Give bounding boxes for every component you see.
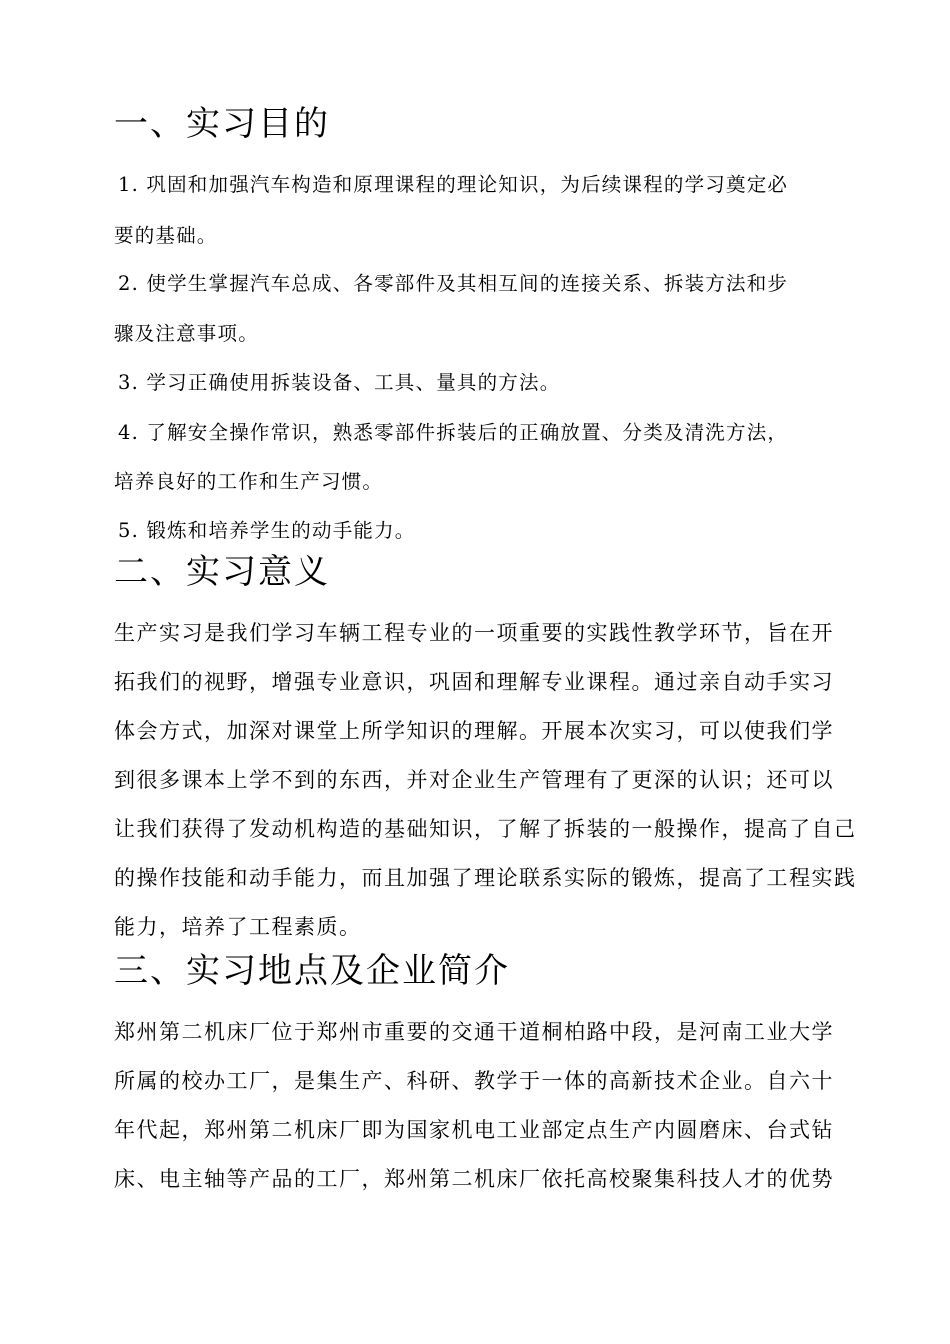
list-item-4-line1: 4. 了解安全操作常识，熟悉零部件拆装后的正确放置、分类及清洗方法， xyxy=(118,421,789,444)
list-item-1-line1: 1. 巩固和加强汽车构造和原理课程的理论知识，为后续课程的学习奠定必 xyxy=(118,173,789,196)
section2-line-4: 到很多课本上学不到的东西，并对企业生产管理有了更深的认识；还可以 xyxy=(114,768,834,792)
list-item-5-line1: 5. 锻炼和培养学生的动手能力。 xyxy=(118,519,416,542)
section2-line-7: 能力，培养了工程素质。 xyxy=(114,915,362,939)
section3-line-1: 郑州第二机床厂位于郑州市重要的交通干道桐柏路中段，是河南工业大学 xyxy=(114,1020,834,1044)
section2-line-6: 的操作技能和动手能力，而且加强了理论联系实际的锻炼，提高了工程实践 xyxy=(114,866,857,890)
section3-line-2: 所属的校办工厂，是集生产、科研、教学于一体的高新技术企业。自六十 xyxy=(114,1069,834,1093)
section2-line-1: 生产实习是我们学习车辆工程专业的一项重要的实践性教学环节，旨在开 xyxy=(114,621,834,645)
list-item-1-line2: 要的基础。 xyxy=(114,224,218,247)
list-item-2-line1: 2. 使学生掌握汽车总成、各零部件及其相互间的连接关系、拆装方法和步 xyxy=(118,272,789,295)
section2-heading: 二、实习意义 xyxy=(114,552,330,592)
section3-heading: 三、实习地点及企业简介 xyxy=(114,951,510,991)
section2-line-3: 体会方式，加深对课堂上所学知识的理解。开展本次实习，可以使我们学 xyxy=(114,719,834,743)
list-item-3-line1: 3. 学习正确使用拆装设备、工具、量具的方法。 xyxy=(118,371,561,394)
list-item-2-line2: 骤及注意事项。 xyxy=(114,322,259,345)
section3-line-4: 床、电主轴等产品的工厂，郑州第二机床厂依托高校聚集科技人才的优势 xyxy=(114,1167,834,1191)
section2-line-2: 拓我们的视野，增强专业意识，巩固和理解专业课程。通过亲自动手实习 xyxy=(114,670,834,694)
section2-line-5: 让我们获得了发动机构造的基础知识，了解了拆装的一般操作，提高了自己 xyxy=(114,817,857,841)
section1-heading: 一、实习目的 xyxy=(114,104,330,144)
section3-line-3: 年代起，郑州第二机床厂即为国家机电工业部定点生产内圆磨床、台式钻 xyxy=(114,1118,834,1142)
list-item-4-line2: 培养良好的工作和生产习惯。 xyxy=(114,470,384,493)
